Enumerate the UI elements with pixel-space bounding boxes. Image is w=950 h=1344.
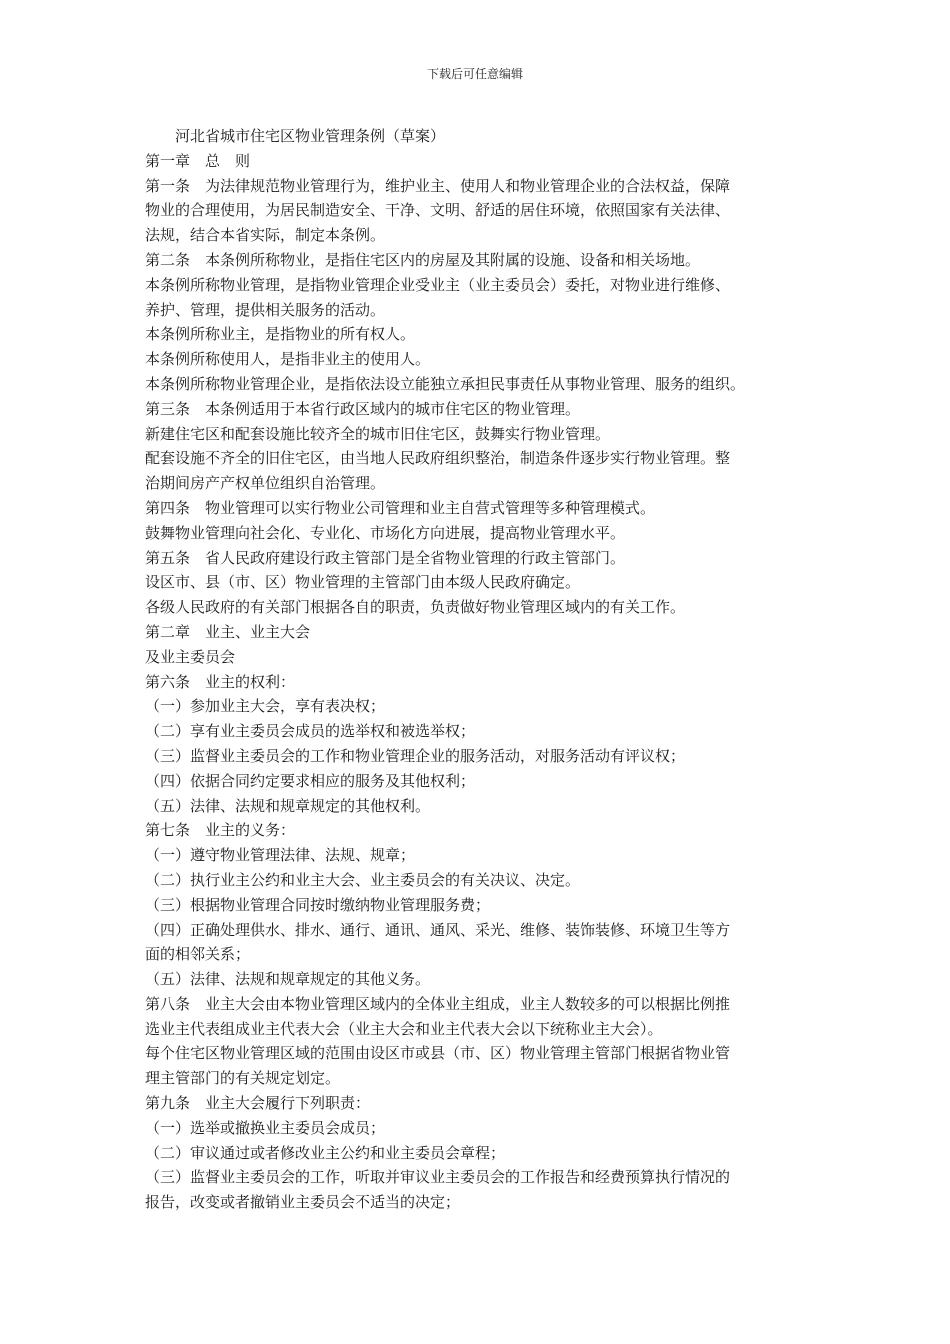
article-line: 养护、管理，提供相关服务的活动。 bbox=[145, 300, 386, 319]
article-line: 配套设施不齐全的旧住宅区，由当地人民政府组织整治，制造条件逐步实行物业管理。整 bbox=[145, 449, 731, 468]
list-item: （三）监督业主委员会的工作，听取并审议业主委员会的工作报告和经费预算执行情况的 bbox=[145, 1168, 731, 1187]
article-line: 第五条 省人民政府建设行政主管部门是全省物业管理的行政主管部门。 bbox=[145, 548, 626, 567]
article-line: 物业的合理使用，为居民制造安全、干净、文明、舒适的居住环境，依照国家有关法律、 bbox=[145, 201, 731, 220]
article-line: 本条例所称物业管理，是指物业管理企业受业主（业主委员会）委托，对物业进行维修、 bbox=[145, 275, 731, 294]
article-line: 第二条 本条例所称物业，是指住宅区内的房屋及其附属的设施、设备和相关场地。 bbox=[145, 250, 701, 269]
chapter-heading: 第二章 业主、业主大会 bbox=[145, 622, 311, 641]
article-line: 本条例所称业主，是指物业的所有权人。 bbox=[145, 325, 416, 344]
list-item: （三）根据物业管理合同按时缴纳物业管理服务费； bbox=[145, 895, 491, 914]
list-item: （二）享有业主委员会成员的选举权和被选举权； bbox=[145, 722, 476, 741]
list-item: （五）法律、法规和规章规定的其他义务。 bbox=[145, 970, 431, 989]
document-body bbox=[145, 124, 815, 1215]
article-line: 本条例所称物业管理企业，是指依法设立能独立承担民事责任从事物业管理、服务的组织。 bbox=[145, 374, 746, 393]
article-line: 第四条 物业管理可以实行物业公司管理和业主自营式管理等多种管理模式。 bbox=[145, 498, 656, 517]
article-line: 第九条 业主大会履行下列职责： bbox=[145, 1094, 371, 1113]
article-line: 第六条 业主的权利： bbox=[145, 672, 296, 691]
article-line: 第七条 业主的义务： bbox=[145, 821, 296, 840]
list-item: （三）监督业主委员会的工作和物业管理企业的服务活动，对服务活动有评议权； bbox=[145, 746, 686, 765]
article-line: 第八条 业主大会由本物业管理区域内的全体业主组成，业主人数较多的可以根据比例推 bbox=[145, 994, 731, 1013]
article-line: 本条例所称使用人，是指非业主的使用人。 bbox=[145, 350, 431, 369]
list-item: （一）参加业主大会，享有表决权； bbox=[145, 697, 386, 716]
list-item: （四）正确处理供水、排水、通行、通讯、通风、采光、维修、装饰装修、环境卫生等方 bbox=[145, 920, 731, 939]
chapter-heading: 第一章 总 则 bbox=[145, 151, 251, 170]
article-line: 治期间房产产权单位组织自治管理。 bbox=[145, 474, 386, 493]
list-item: （二）执行业主公约和业主大会、业主委员会的有关决议、决定。 bbox=[145, 870, 581, 889]
chapter-heading: 及业主委员会 bbox=[145, 647, 236, 666]
list-item: 面的相邻关系； bbox=[145, 945, 251, 964]
article-line: 第一条 为法律规范物业管理行为，维护业主、使用人和物业管理企业的合法权益，保障 bbox=[145, 176, 731, 195]
article-line: 设区市、县（市、区）物业管理的主管部门由本级人民政府确定。 bbox=[145, 573, 581, 592]
article-line: 鼓舞物业管理向社会化、专业化、市场化方向进展，提高物业管理水平。 bbox=[145, 523, 626, 542]
article-line: 新建住宅区和配套设施比较齐全的城市旧住宅区，鼓舞实行物业管理。 bbox=[145, 424, 611, 443]
list-item: （一）遵守物业管理法律、法规、规章； bbox=[145, 846, 416, 865]
list-item: （二）审议通过或者修改业主公约和业主委员会章程； bbox=[145, 1143, 506, 1162]
page-header-note: 下载后可任意编辑 bbox=[426, 67, 523, 81]
article-line: 每个住宅区物业管理区域的范围由设区市或县（市、区）物业管理主管部门根据省物业管 bbox=[145, 1044, 731, 1063]
article-line: 法规，结合本省实际，制定本条例。 bbox=[145, 226, 386, 245]
list-item: 报告，改变或者撤销业主委员会不适当的决定； bbox=[145, 1193, 461, 1212]
document-title: 河北省城市住宅区物业管理条例（草案） bbox=[175, 127, 446, 145]
article-line: 理主管部门的有关规定划定。 bbox=[145, 1069, 341, 1088]
list-item: （一）选举或撤换业主委员会成员； bbox=[145, 1118, 386, 1137]
list-item: （五）法律、法规和规章规定的其他权利。 bbox=[145, 796, 431, 815]
article-line: 第三条 本条例适用于本省行政区域内的城市住宅区的物业管理。 bbox=[145, 399, 581, 418]
article-line: 选业主代表组成业主代表大会（业主大会和业主代表大会以下统称业主大会）。 bbox=[145, 1019, 663, 1038]
list-item: （四）依据合同约定要求相应的服务及其他权利； bbox=[145, 771, 476, 790]
article-line: 各级人民政府的有关部门根据各自的职责，负责做好物业管理区域内的有关工作。 bbox=[145, 598, 686, 617]
